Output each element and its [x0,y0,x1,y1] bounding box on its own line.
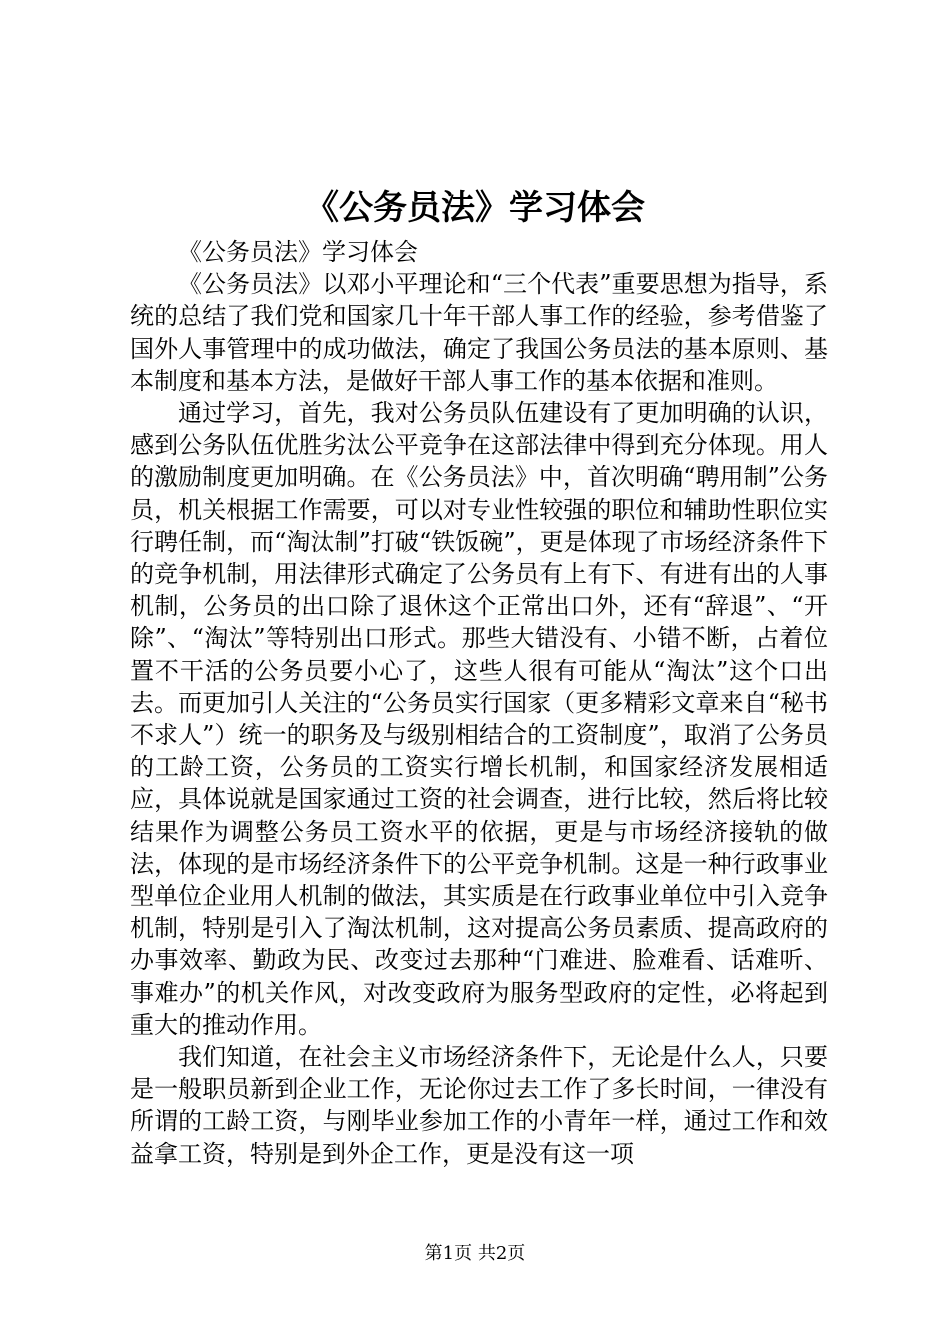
document-body [130,236,828,1170]
paragraph-intro: 《公务员法》以邓小平理论和“三个代表”重要思想为指导，系统的总结了我们党和国家几十年干部人事工作的经验，参考借鉴了国外人事管理中的成功做法，确定了我国公务员法的基本原则、基本制度和基本方法，是做好干部人事工作的基本依据和准则。 [130,270,828,395]
paragraph-subtitle: 《公务员法》学习体会 [178,238,418,266]
document-title: 《公务员法》学习体会 [305,188,645,228]
paragraph-market-economy: 我们知道，在社会主义市场经济条件下，无论是什么人，只要是一般职员新到企业工作，无论你过去工作了多长时间，一律没有所谓的工龄工资，与刚毕业参加工作的小青年一样，通过工作和效益拿工资，特别是到外企工作，更是没有这一项 [130,1043,828,1168]
page-number-footer: 第1页 共2页 [424,1243,526,1264]
paragraph-learning: 通过学习，首先，我对公务员队伍建设有了更加明确的认识，感到公务队伍优胜劣汰公平竞争在这部法律中得到充分体现。用人的激励制度更加明确。在《公务员法》中，首次明确“聘用制”公务员，机关根据工作需要，可以对专业性较强的职位和辅助性职位实行聘任制，而“淘汰制”打破“铁饭碗”，更是体现了市场经济条件下的竞争机制，用法律形式确定了公务员有上有下、有进有出的人事机制，公务员的出口除了退休这个正常出口外，还有“辞退”、“开除”、“淘汰”等特别出口形式。那些大错没有、小错不断，占着位置不干活的公务员要小心了，这些人很有可能从“淘汰”这个口出去。而更加引人关注的“公务员实行国家（更多精彩文章来自“秘书不求人”）统一的职务及与级别相结合的工资制度”，取消了公务员的工龄工资，公务员的工资实行增长机制，和国家经济发展相适应，具体说就是国家通过工资的社会调查，进行比较，然后将比较结果作为调整公务员工资水平的依据，更是与市场经济接轨的做法，体现的是市场经济条件下的公平竞争机制。这是一种行政事业型单位企业用人机制的做法，其实质是在行政事业单位中引入竞争机制，特别是引入了淘汰机制，这对提高公务员素质、提高政府的办事效率、勤政为民、改变过去那种“门难进、脸难看、话难听、事难办”的机关作风，对改变政府为服务型政府的定性，必将起到重大的推动作用。 [130,399,828,1039]
